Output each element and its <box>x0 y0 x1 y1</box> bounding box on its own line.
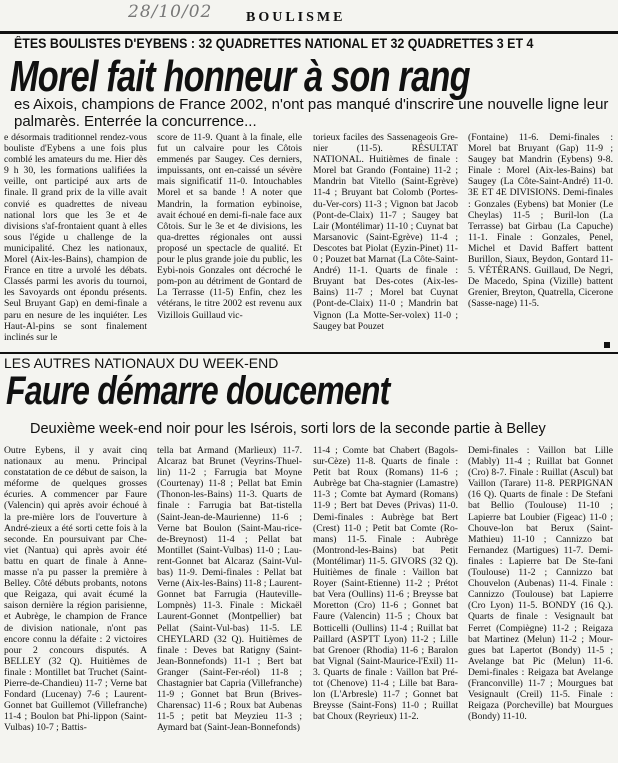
article2-column-2: tella bat Armand (Marlieux) 11-7. Alcaraz bat Brunet (Veyrins-Thuel-lin) 11-2 ; Farrugia bat Moyne (Courtenay) 11-8 ; Pellat bat Emin (Thonon-les-Bains) 11-3. Quarts de finale : Farrugia bat Bat-tistella (Saint-Jean-de-Maurienne) 11-6 ; Verne bat Boulon (Saint-Mau-rice-de-Breynost) 11-4 ; Pellat bat Montillet (Saint-Vulbas) 11-0 ; Lau-rent-Gonnet bat Alcaraz (Saint-Vul-bas) 11-9. Demi-finales : Pellat bat Verne (Aix-les-Bains) 11-8 ; Laurent-Gonnet bat Farrugia (Hauteville-Lompnès) 11-3. Finale : Mickaël Laurent-Gonnet (Montpellier) bat Pellat (Saint-Vul-bas) 11-5. LE CHEYLARD (32 Q). Huitièmes de finale : Deves bat Ratigny (Saint-Jean-Bonnefonds) 11-1 ; Bert bat Granger (Saint-Fer-réol) 11-8 ; Chastagnier bat Capria (Villefranche) 11-9 ; Gonnet bat Brun (Brives-Charensac) 11-6 ; Roux bat Aubenas 11-5 ; petit bat Meyzieu 11-3 ; Aymard bat (Saint-Jean-Bonnefonds) <box>157 445 302 734</box>
article1-kicker: ÊTES BOULISTES D'EYBENS : 32 QUADRETTES NATIONAL ET 32 QUADRETTES 3 ET 4 <box>14 36 534 51</box>
article1-headline: Morel fait honneur à son rang <box>10 52 470 101</box>
article2-kicker: LES AUTRES NATIONAUX DU WEEK-END <box>4 355 279 371</box>
article2-column-4: Demi-finales : Vaillon bat Lille (Mably) 11-4 ; Ruillat bat Gonnet (Cro) 8-7. Finale : Ruillat (Ascul) bat Vaillon (Tarare) 11-8. PERPIGNAN (16 Q). Quarts de finale : De Stefani bat Bellio (Toulouse) 11-10 ; Lapierre bat Loubier (Figeac) 11-0 ; Chouve-lon bat Berux (Saint-Mathieu) 11-10 ; Cannizzo bat Fernandez (Martigues) 11-7. Demi-finales : Lapierre bat De Ste-fani (Toulouse) 11-2 ; Cannizzo bat Chouvelon (Aubenas) 11-4. Finale : Cannizzo (Toulouse) bat Lapierre (Cro Lyon) 11-5. BONDY (16 Q.). Quarts de finale : Vesignault bat Ferret (Compiègne) 11-2 ; Reigaza bat Martinez (Melun) 11-2 ; Mour-gues bat Lapertot (Bondy) 11-5 ; Avelange bat Pic (Melun) 11-6. Demi-finales : Reigaza bat Avelange (Franconville) 11-7 ; Mourgues bat Vesignault (Creil) 11-5. Finale : Reigaza (Porcheville) bat Mourgues (Bondy) 11-10. <box>468 445 613 723</box>
end-mark <box>604 342 610 348</box>
handwritten-date: 28/10/02 <box>128 2 213 22</box>
article2-lead: Deuxième week-end noir pour les Isérois, sorti lors de la seconde partie à Belley <box>30 421 546 437</box>
article2-headline: Faure démarre doucement <box>6 369 390 413</box>
article2-column-1: Outre Eybens, il y avait cinq nationaux au menu. Principal constatation de ce début de saison, la méforme de quelques grosses écuries. A commencer par Faure (Valencin) qui après avoir échoué à la pre-mière lors de l'ouverture à André-zieux a été sorti cette fois à la seconde. En poursuivant par Che-viet (Nantua) qui après avoir été battu en quart de finale à Anne-masse n'a pu passer la première à Belley. Côté débuts probants, notons que Reigaza, qui avait écumé la saison dernière la région parisienne, et Aubrège, le champion de France de division nationale, n'ont pas encore connu la défaite : 2 victoires pour 2 concours disputés. A BELLEY (32 Q). Huitièmes de finale : Montillet bat Truchet (Saint-Pierre-de-Chandieu) 11-7 ; Verne bat Fondard (Lucenay) 7-6 ; Laurent-Gonnet bat Guillemot (Villefranche) 11-4 ; Boulon bat Phi-lippon (Saint-Vulbas) 10-7 ; Battis- <box>4 445 147 734</box>
article1-lead: es Aixois, champions de France 2002, n'ont pas manqué d'inscrire une nouvelle ligne leur palmarès. Enterrée la concurrence... <box>14 96 609 130</box>
section-rubric: BOULISME <box>246 10 346 25</box>
article1-column-2: score de 11-9. Quant à la finale, elle fut un calvaire pour les Côtois emmenés par Saugey. Ces derniers, impuissants, ont en-caissé un sévère mais significatif 11-0. Intouchables Morel et sa bande ! A noter que Mandrin, la formation eybinoise, avait échoué en demi-fi-nale face aux Côtois. Sur le 3e et 4e divisions, les qua-drettes régionales ont aussi proposé un spectacle de qualité. Et pour le plus grande joie du public, les Eybi-nois Gonzales ont décroché le pom-pon au détriment de Gontard de La Terrasse (11-5) Enfin, chez les vétérans, le titre 2002 est revenu aux Vizillois Guillaud vic- <box>157 132 302 321</box>
top-rule <box>0 31 618 34</box>
article1-column-3: torieux faciles des Sassenageois Gre-nier (11-5). RÉSULTAT NATIONAL. Huitièmes de finale : Morel bat Grando (Fontaine) 11-2 ; Mandrin bat Vitello (Saint-Egrève) 11-4 ; Bruyant bat Colomb (Portes-du-Ver-cors) 11-3 ; Vignon bat Jacob (Pont-de-Claix) 11-7 ; Saugey bat Lair (Montélimar) 11-10 ; Cuynat bat Marsanovic (Saint-Egrève) 11-4 ; Descotes bat Piolat (Eyzin-Pinet) 11-0 ; Pouzet bat Marnat (La Côte-Saint-André) 11-1. Quarts de finale : Bruyant bat Des-cotes (Aix-les-Bains) 11-7 ; Morel bat Cuynat (Pont-de-Claix) 11-0 ; Mandrin bat Vignon (La Motte-Ser-volex) 11-0 ; Saugey bat Pouzet <box>313 132 458 332</box>
article1-column-1: e désormais traditionnel rendez-vous bouliste d'Eybens a une fois plus comblé les amateurs du me. Hier dès 9 h 30, les formations ualifiées la veille, ont participé aux arts de finale. Il grand prix de la ville avait convié es quadrettes de niveau national lors que les 3e et 4e divisions s'af-frontaient quant à elles sous l'égide u challenge de la municipalité. Chez les nationaux, Morel (Aix-les-Bains), champion de France en titre a urvolé les débats. Classés parmi les avoris du tournoi, les Savoyards ont épondu présents. Seul Bruyant Gap) en demi-finale a paru en nesure de les inquiéter. Les Haut-Al-pins se sont finalement inclinés sur le <box>4 132 147 343</box>
article1-column-4: (Fontaine) 11-6. Demi-finales : Morel bat Bruyant (Gap) 11-9 ; Saugey bat Mandrin (Eybens) 9-8. Finale : Morel (Aix-les-Bains) bat Saugey (La Côte-Saint-André) 11-0. 3E ET 4E DIVISIONS. Demi-finales : Gonzales (Eybens) bat Monier (Le Cheylas) 11-5 ; Buril-lon (La Terrasse) bat Girbau (La Capuche) 11-1. Finale : Gonzales, Penel, Michel et David Baffert battent Burillon, Siaux, Beydon, Gontard 11-5. VÉTÉRANS. Guillaud, De Negri, De Macedo, Spina (Vizille) battent Grenier, Breyton, Quatrella, Cicerone (Sasse-nage) 11-5. <box>468 132 613 310</box>
section-rule <box>0 352 618 354</box>
article2-column-3: 11-4 ; Comte bat Chabert (Bagols-sur-Cèze) 11-8. Quarts de finale : Petit bat Roux (Romans) 11-6 ; Aubrège bat Cha-stagnier (Lamastre) 11-3 ; Comte bat Aymard (Romans) 11-9 ; Bert bat Deves (Privas) 11-0. Demi-finales : Aubrège bat Bert (Crest) 11-0 ; Petit bat Comte (Ro-mans) 11-5. Finale : Aubrège (Montrond-les-Bains) bat Petit (Montélimar) 11-5. GIVORS (32 Q). Huitièmes de finale : Vaillon bat Royer (Saint-Etienne) 11-2 ; Prétot bat Vera (Oullins) 11-6 ; Breysse bat Moretton (Cro) 11-6 ; Gonnet bat Faure (Valencin) 11-5 ; Choux bat Botticelli (Oullins) 11-4 ; Ruillat bat Paillard (ASPTT Lyon) 11-2 ; Lille bat Grenoer (Rhodia) 11-6 ; Baralon bat Vignal (Saint-Maurice-l'Exil) 11-3. Quarts de finale : Vaillon bat Pré-tot (Chenove) 11-4 ; Lille bat Bara-lon (L'Arbresle) 11-7 ; Gonnet bat Breysse (Saint-Fons) 11-0 ; Ruillat bat Choux (Reyrieux) 11-2. <box>313 445 458 723</box>
